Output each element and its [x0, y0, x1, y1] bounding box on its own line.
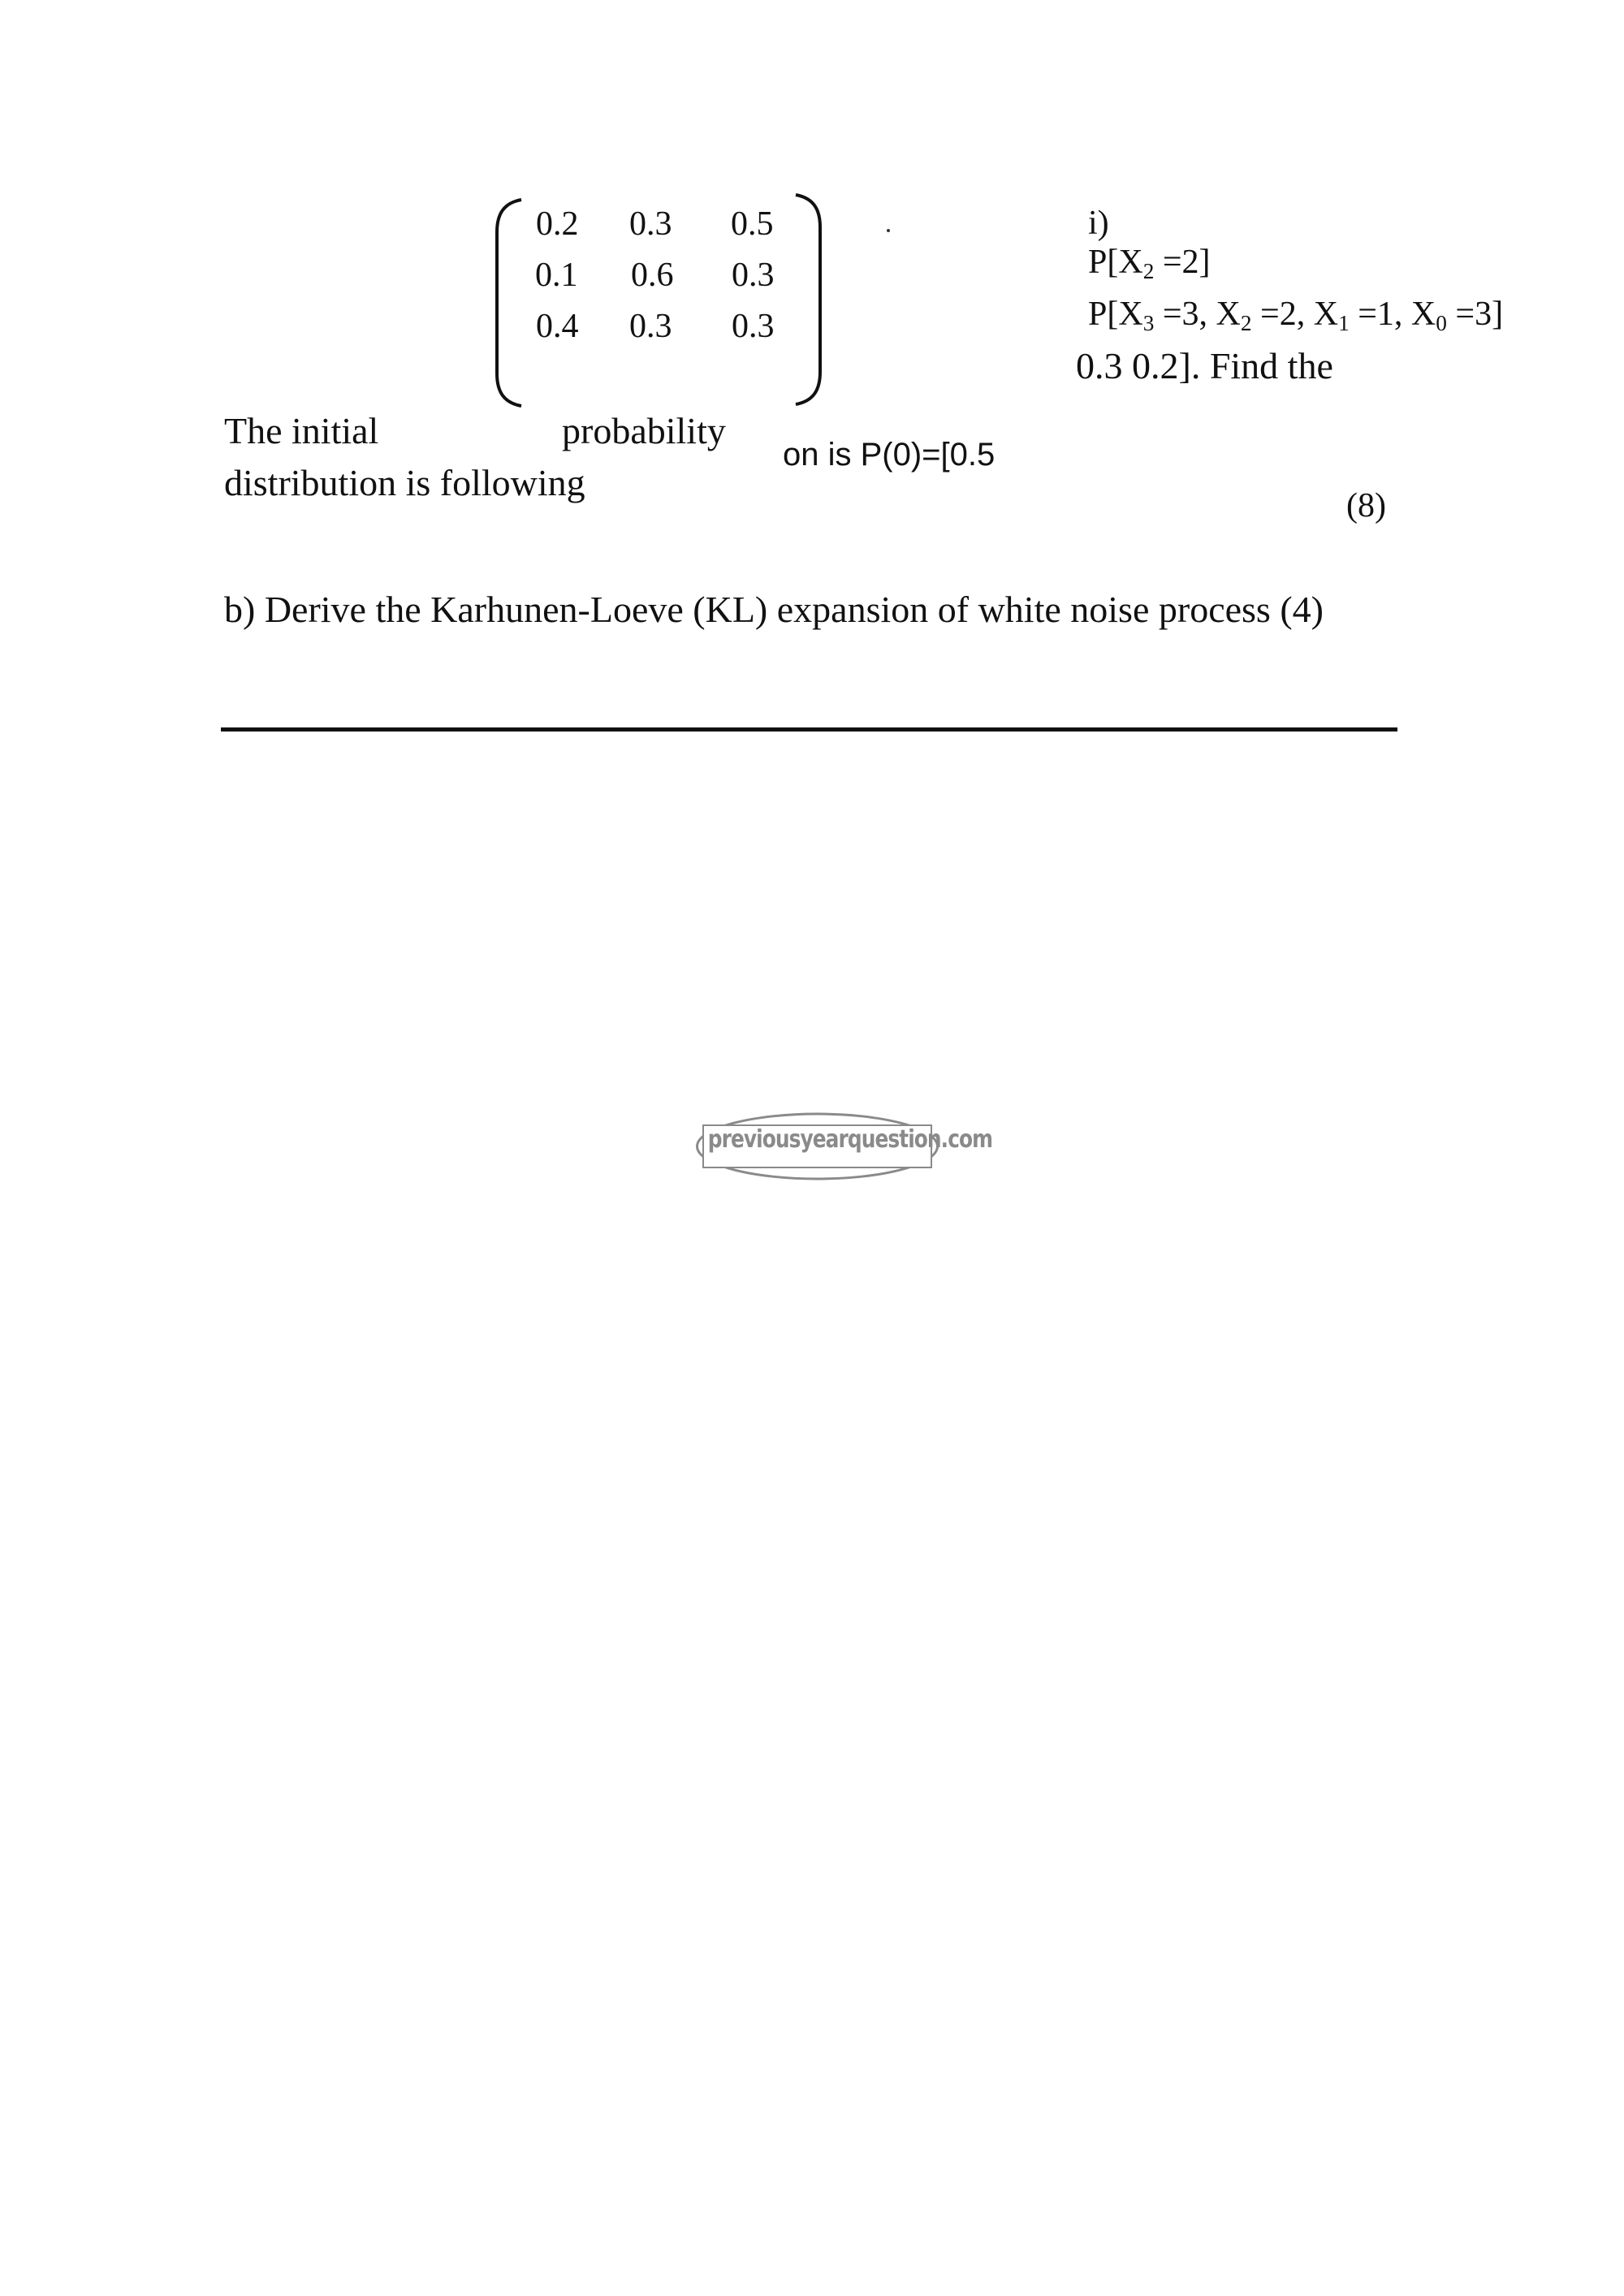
stray-dot	[887, 229, 890, 232]
matrix-cell: 0.5	[731, 205, 774, 243]
initial-text: The initial	[224, 410, 379, 451]
matrix-right-bracket	[793, 192, 825, 409]
find-item-1: $P[X_2 =2]$	[1088, 244, 1211, 283]
initial-distribution-fragment: on is P(0)=[0.5	[783, 437, 996, 473]
distribution-line: distribution is following	[224, 462, 585, 503]
watermark-text: previousyearquestion.com	[707, 1125, 993, 1154]
tail-line: 0.3 0.2]. Find the	[1076, 345, 1333, 386]
matrix-cell: 0.6	[631, 257, 674, 294]
probability-text: probability	[562, 410, 726, 451]
matrix-left-bracket	[492, 196, 525, 409]
find-item-2: $P[X_3 =3$, $X_2 =2$, $X_1 =1$, $X_0 =3$]	[1088, 296, 1504, 335]
matrix-cell: 0.3	[629, 205, 672, 243]
marks-8: (8)	[1346, 487, 1386, 524]
matrix-cell: 0.2	[536, 205, 579, 243]
matrix-cell: 0.1	[535, 257, 578, 294]
part-label: i)	[1088, 205, 1109, 242]
matrix-cell: 0.4	[536, 308, 579, 345]
matrix-cell: 0.3	[732, 257, 775, 294]
matrix-cell: 0.3	[732, 308, 775, 345]
question-b: b) Derive the Karhunen-Loeve (KL) expansion of white noise process (4)	[224, 589, 1324, 630]
matrix-cell: 0.3	[629, 308, 672, 345]
section-divider	[221, 727, 1397, 732]
